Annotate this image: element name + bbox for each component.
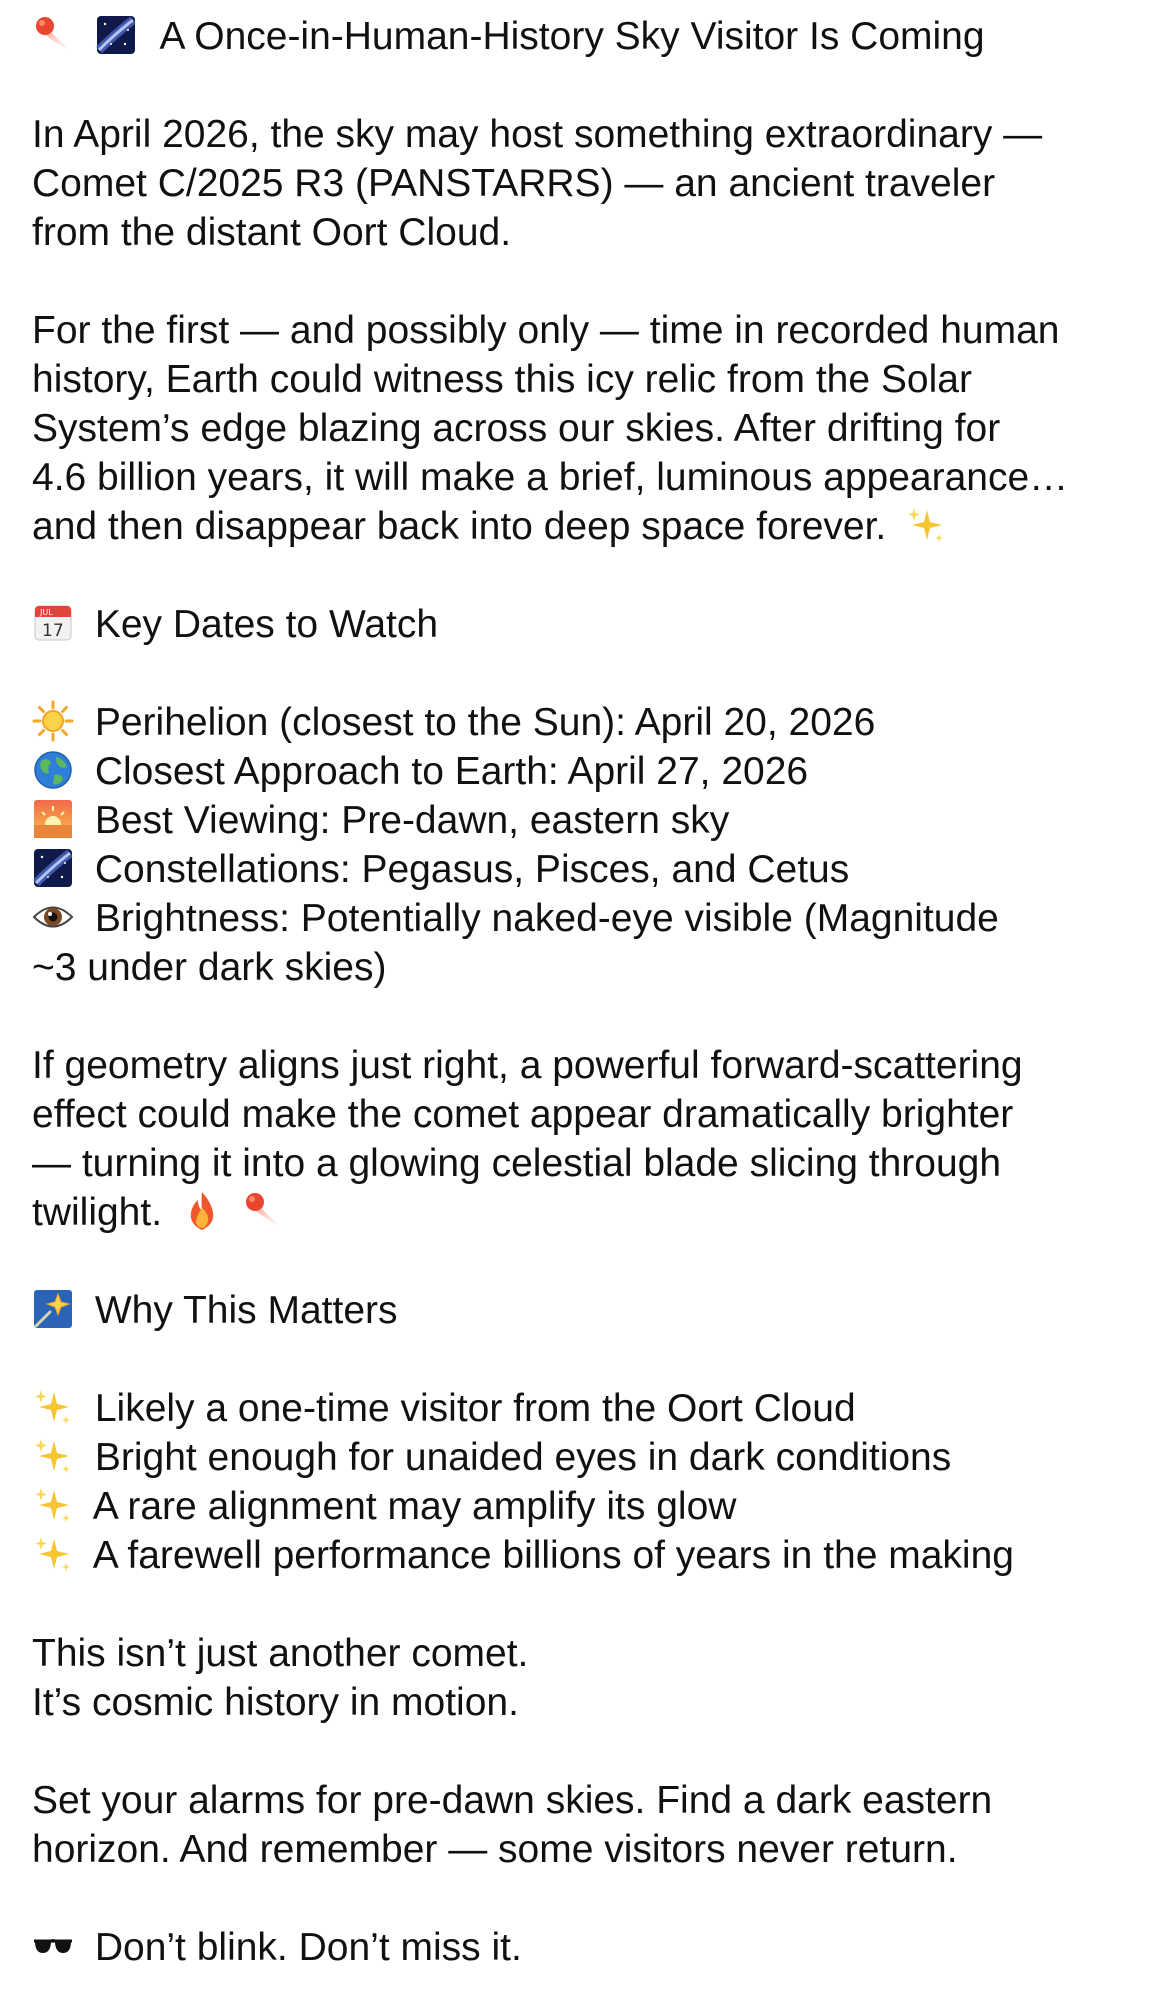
key-date-best-viewing-text: Best Viewing: Pre-dawn, eastern sky	[94, 799, 730, 842]
why-item-text: A farewell performance billions of years in the making	[92, 1534, 1014, 1577]
cta-line: horizon. And remember — some visitors never return.	[32, 1828, 958, 1871]
shooting-star-icon	[32, 1288, 74, 1330]
closing-line: This isn’t just another comet.	[32, 1632, 529, 1675]
post-body	[32, 12, 1132, 1972]
why-heading: Why This Matters	[94, 1289, 398, 1332]
key-date-closest-approach-text: Closest Approach to Earth: April 27, 2026	[94, 750, 809, 793]
post-title: A Once-in-Human-History Sky Visitor Is Coming	[159, 15, 985, 58]
geometry-line: twilight.	[32, 1191, 163, 1234]
call-to-action	[32, 1776, 1132, 1874]
fire-icon	[181, 1190, 223, 1232]
signoff-text: Don’t blink. Don’t miss it.	[94, 1926, 522, 1969]
why-item	[32, 1433, 1132, 1482]
why-item-text: A rare alignment may amplify its glow	[92, 1485, 737, 1528]
calendar-icon	[32, 602, 74, 644]
history-line: 4.6 billion years, it will make a brief, luminous appearance…	[32, 456, 1069, 499]
sparkles-icon	[32, 1435, 74, 1477]
milky-way-icon	[95, 14, 137, 56]
calendar-day-text: 17	[42, 621, 64, 641]
key-date-constellations-text: Constellations: Pegasus, Pisces, and Cetus	[94, 848, 850, 891]
why-heading-line	[32, 1286, 1132, 1335]
cta-line: Set your alarms for pre-dawn skies. Find a dark eastern	[32, 1779, 993, 1822]
why-item-text: Likely a one-time visitor from the Oort Cloud	[94, 1387, 856, 1430]
why-item	[32, 1482, 1132, 1531]
globe-icon	[32, 749, 74, 791]
sunglasses-icon	[32, 1925, 74, 1967]
key-dates-heading-line	[32, 600, 1132, 649]
comet-icon	[242, 1190, 284, 1232]
post-title-line	[32, 12, 1132, 61]
intro-line: In April 2026, the sky may host something extraordinary —	[32, 113, 1043, 156]
geometry-line: effect could make the comet appear dramatically brighter	[32, 1093, 1014, 1136]
milky-way-icon	[32, 847, 74, 889]
history-line: and then disappear back into deep space forever.	[32, 505, 887, 548]
geometry-last-line	[32, 1188, 1132, 1237]
geometry-line: — turning it into a glowing celestial blade slicing through	[32, 1142, 1002, 1185]
sparkles-icon	[32, 1484, 74, 1526]
sun-icon	[32, 700, 74, 742]
key-date-brightness	[32, 894, 1132, 943]
history-line: System’s edge blazing across our skies. After drifting for	[32, 407, 1001, 450]
signoff-line	[32, 1923, 1132, 1972]
sunrise-icon	[32, 798, 74, 840]
intro-line: from the distant Oort Cloud.	[32, 211, 512, 254]
key-date-closest-approach	[32, 747, 1132, 796]
key-date-brightness-continued: ~3 under dark skies)	[32, 946, 387, 989]
eye-icon	[32, 896, 74, 938]
why-item	[32, 1531, 1132, 1580]
closing-line: It’s cosmic history in motion.	[32, 1681, 519, 1724]
key-date-constellations	[32, 845, 1132, 894]
sparkles-icon	[905, 504, 947, 546]
key-date-brightness-text: Brightness: Potentially naked-eye visible (Magnitude	[94, 897, 999, 940]
intro-paragraph	[32, 110, 1132, 257]
closing-statement	[32, 1629, 1132, 1727]
comet-icon	[32, 14, 74, 56]
sparkles-icon	[32, 1533, 74, 1575]
key-dates-heading: Key Dates to Watch	[94, 603, 439, 646]
geometry-paragraph	[32, 1041, 1132, 1237]
calendar-month-text: JUL	[40, 608, 53, 617]
key-date-perihelion-text: Perihelion (closest to the Sun): April 20, 2026	[94, 701, 876, 744]
why-item-text: Bright enough for unaided eyes in dark conditions	[94, 1436, 952, 1479]
history-last-line	[32, 502, 1132, 551]
why-item	[32, 1384, 1132, 1433]
history-line: For the first — and possibly only — time in recorded human	[32, 309, 1060, 352]
key-dates-list	[32, 698, 1132, 992]
intro-line: Comet C/2025 R3 (PANSTARRS) — an ancient traveler	[32, 162, 996, 205]
why-list	[32, 1384, 1132, 1580]
key-date-perihelion	[32, 698, 1132, 747]
key-date-best-viewing	[32, 796, 1132, 845]
history-line: history, Earth could witness this icy relic from the Solar	[32, 358, 972, 401]
geometry-line: If geometry aligns just right, a powerful forward-scattering	[32, 1044, 1023, 1087]
history-paragraph	[32, 306, 1132, 551]
sparkles-icon	[32, 1386, 74, 1428]
